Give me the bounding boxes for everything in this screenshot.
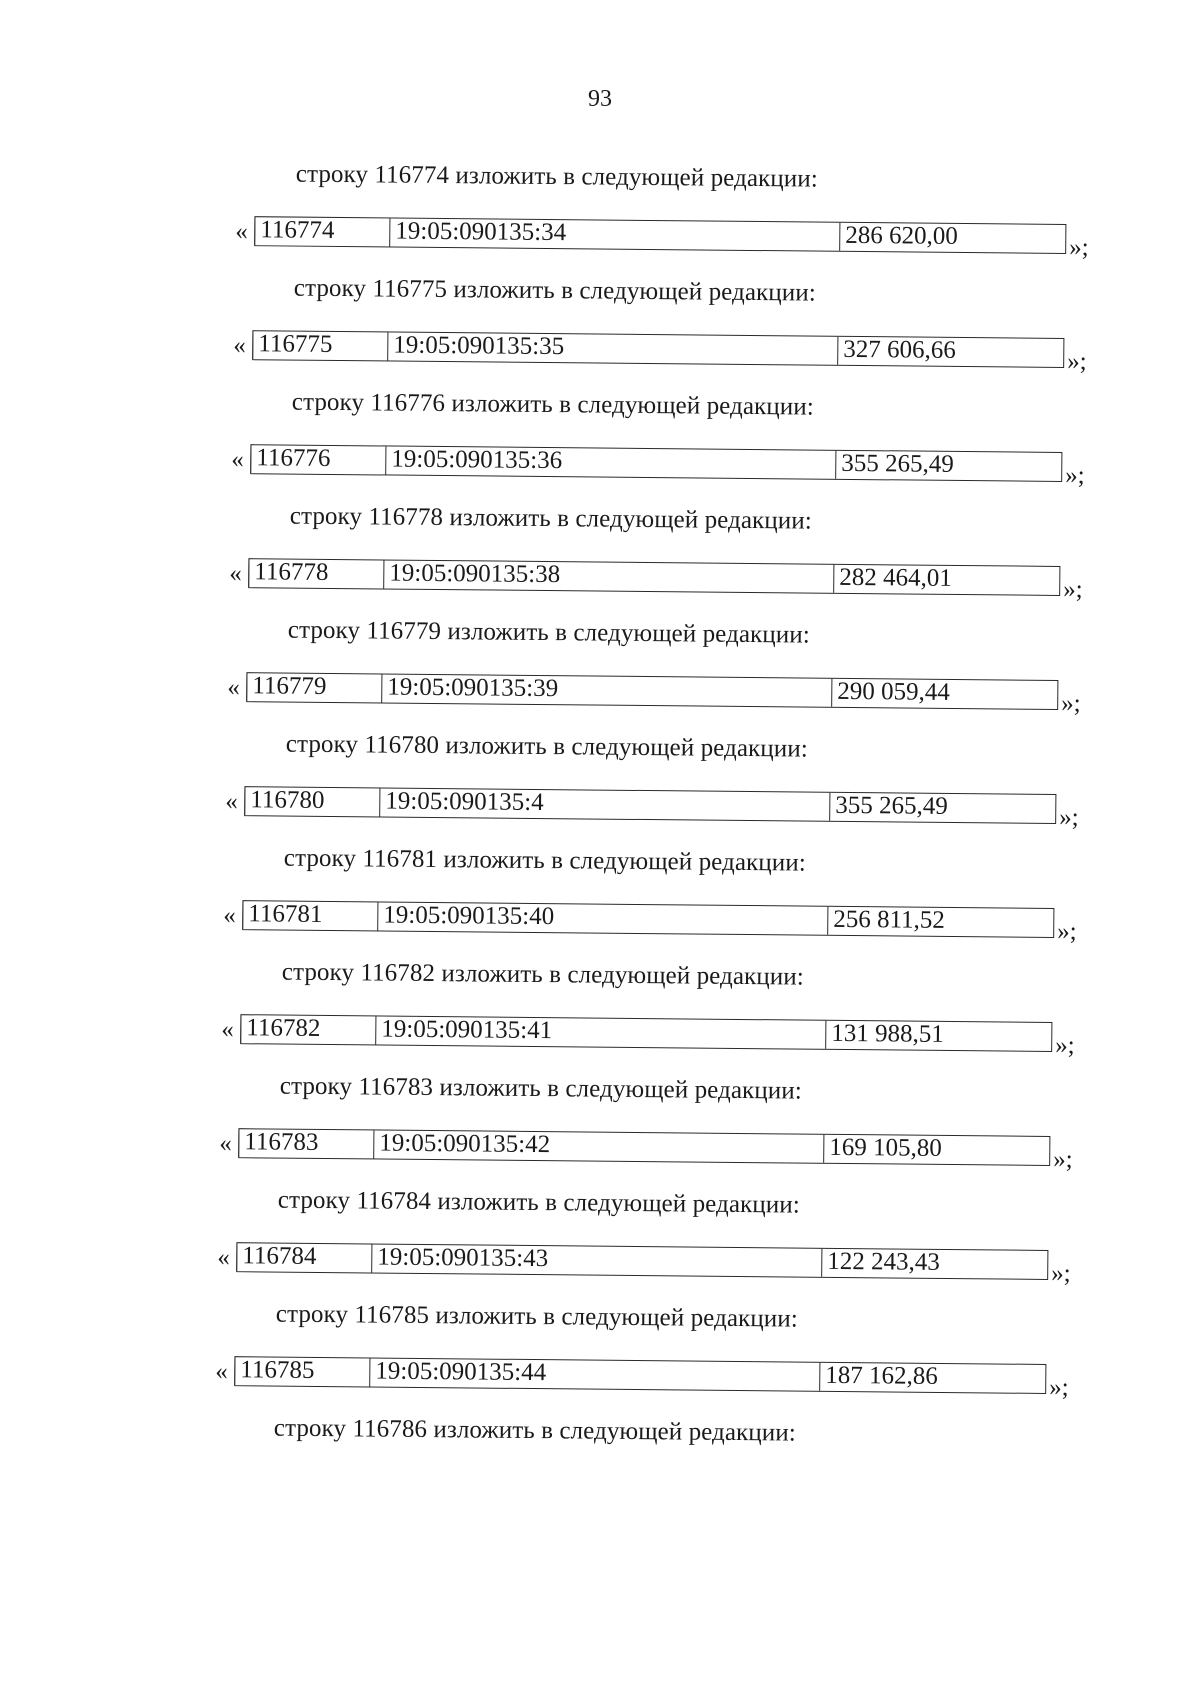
value-cell: 256 811,52 [827, 907, 1054, 937]
value-cell: 187 162,86 [819, 1363, 1046, 1393]
close-quote: »; [1067, 348, 1087, 376]
open-quote: « [227, 673, 240, 702]
cadastral-number-cell: 19:05:090135:44 [369, 1358, 779, 1390]
row-id-cell: 116780 [244, 787, 379, 816]
amendment-instruction: строку 116780 изложить в следующей редакции: [285, 730, 808, 763]
row-id-cell: 116775 [252, 331, 387, 360]
amendment-block [235, 160, 1200, 262]
amendment-block [227, 616, 1200, 718]
amendment-block [233, 274, 1200, 376]
open-quote: « [221, 1015, 234, 1044]
amendment-block [221, 958, 1200, 1060]
amendment-table-row [235, 216, 1089, 262]
cadastral-number-cell: 19:05:090135:38 [383, 560, 793, 592]
row-id-cell: 116785 [234, 1357, 369, 1386]
close-quote: »; [1065, 462, 1085, 490]
amendment-table-row [231, 444, 1085, 490]
amendment-instruction: строку 116782 изложить в следующей редакции: [281, 958, 804, 991]
open-quote: « [225, 787, 238, 816]
value-cell: 355 265,49 [835, 451, 1062, 481]
amendment-instruction: строку 116779 изложить в следующей редакции: [287, 616, 810, 649]
row-id-cell: 116784 [236, 1243, 371, 1272]
amendment-table-row [215, 1356, 1069, 1402]
amendment-block [214, 1414, 1200, 1447]
close-quote: »; [1053, 1146, 1073, 1174]
amendment-instruction: строку 116776 изложить в следующей редакции: [291, 388, 814, 421]
cadastral-number-cell: 19:05:090135:41 [375, 1016, 785, 1048]
cadastral-number-cell: 19:05:090135:35 [387, 332, 797, 364]
amendment-table-row [221, 1014, 1075, 1060]
row-id-cell: 116783 [238, 1129, 373, 1158]
close-quote: »; [1057, 918, 1077, 946]
close-quote: »; [1063, 576, 1083, 604]
amendment-block [217, 1186, 1200, 1288]
cadastral-number-cell: 19:05:090135:42 [373, 1130, 783, 1162]
open-quote: « [215, 1357, 228, 1386]
close-quote: »; [1055, 1032, 1075, 1060]
close-quote: »; [1069, 234, 1089, 262]
open-quote: « [219, 1129, 232, 1158]
amendment-table-row [229, 558, 1083, 604]
close-quote: »; [1061, 690, 1081, 718]
amendment-table-row [219, 1128, 1073, 1174]
row-id-cell: 116778 [248, 559, 383, 588]
amendment-instruction: строку 116781 изложить в следующей редакции: [283, 844, 806, 877]
amendment-block [219, 1072, 1200, 1174]
open-quote: « [235, 217, 248, 246]
open-quote: « [217, 1243, 230, 1272]
value-cell: 169 105,80 [823, 1135, 1050, 1165]
amendment-instruction: строку 116775 изложить в следующей редакции: [293, 274, 816, 307]
close-quote: »; [1059, 804, 1079, 832]
close-quote: »; [1051, 1260, 1071, 1288]
page-number: 93 [588, 86, 612, 112]
amendment-instruction: строку 116778 изложить в следующей редакции: [289, 502, 812, 535]
value-cell: 122 243,43 [821, 1249, 1048, 1279]
amendment-table-row [223, 900, 1077, 946]
value-cell: 286 620,00 [839, 223, 1066, 253]
amendment-instruction: строку 116783 изложить в следующей редакции: [279, 1072, 802, 1105]
amendment-table-row [227, 672, 1081, 718]
cadastral-number-cell: 19:05:090135:36 [385, 446, 795, 478]
open-quote: « [229, 559, 242, 588]
open-quote: « [223, 901, 236, 930]
amendment-table-row [225, 786, 1079, 832]
row-id-cell: 116774 [254, 217, 389, 246]
amendment-instruction: строку 116786 изложить в следующей редакции: [273, 1414, 796, 1447]
value-cell: 131 988,51 [825, 1021, 1052, 1051]
amendment-instruction: строку 116784 изложить в следующей редакции: [277, 1186, 800, 1219]
cadastral-number-cell: 19:05:090135:4 [379, 788, 789, 820]
cadastral-number-cell: 19:05:090135:39 [381, 674, 791, 706]
cadastral-number-cell: 19:05:090135:34 [389, 218, 799, 250]
open-quote: « [233, 331, 246, 360]
amendment-instruction: строку 116774 изложить в следующей редакции: [295, 160, 818, 193]
amendment-table-row [233, 330, 1087, 376]
row-id-cell: 116781 [242, 901, 377, 930]
cadastral-number-cell: 19:05:090135:43 [371, 1244, 781, 1276]
row-id-cell: 116779 [246, 673, 381, 702]
cadastral-number-cell: 19:05:090135:40 [377, 902, 787, 934]
row-id-cell: 116782 [240, 1015, 375, 1044]
amendment-block [225, 730, 1200, 832]
amendment-block [229, 502, 1200, 604]
close-quote: »; [1049, 1374, 1069, 1402]
value-cell: 282 464,01 [833, 565, 1060, 595]
open-quote: « [231, 445, 244, 474]
amendment-table-row [217, 1242, 1071, 1288]
value-cell: 327 606,66 [837, 337, 1064, 367]
amendment-instruction: строку 116785 изложить в следующей редакции: [275, 1300, 798, 1333]
value-cell: 290 059,44 [831, 679, 1058, 709]
amendment-block [223, 844, 1200, 946]
amendment-block [215, 1300, 1200, 1402]
amendment-block [231, 388, 1200, 490]
value-cell: 355 265,49 [829, 793, 1056, 823]
row-id-cell: 116776 [250, 445, 385, 474]
